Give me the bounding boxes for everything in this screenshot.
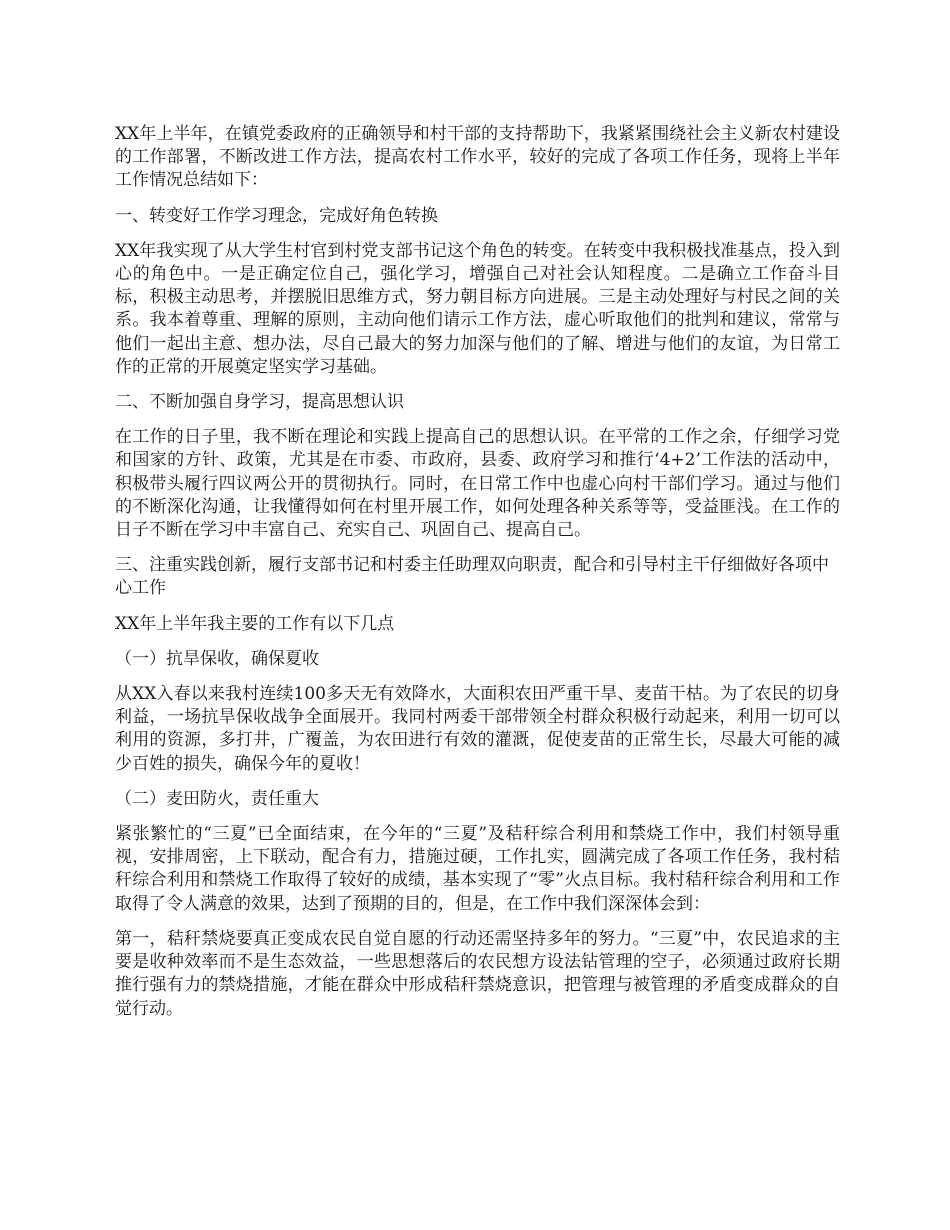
section-2-paragraph: 在工作的日子里，我不断在理论和实践上提高自己的思想认识。在平常的工作之余，仔细学习党和国家的方针、政策，尤其是在市委、市政府，县委、政府学习和推行‘4+2’工作法的活动中，积极带头履行四议两公开的贯彻执行。同时，在日常工作中也虚心向村干部们学习。通过与他们的不断深化沟通，让我懂得如何在村里开展工作，如何处理各种关系等等，受益匪浅。在工作的日子不断在学习中丰富自己、充实自己、巩固自己、提高自己。 xyxy=(115,427,840,541)
document-page xyxy=(115,123,840,1033)
subsection-1-paragraph: 从XX入春以来我村连续100多天无有效降水，大面积农田严重干旱、麦苗干枯。为了农民的切身利益，一场抗旱保收战争全面展开。我同村两委干部带领全村群众积极行动起来，利用一切可以利用的资源，多打井，广覆盖，为农田进行有效的灌溉，促使麦苗的正常生长，尽最大可能的减少百姓的损失，确保今年的夏收！ xyxy=(115,684,840,774)
work-list-intro: XX年上半年我主要的工作有以下几点 xyxy=(115,613,395,634)
section-1-paragraph: XX年我实现了从大学生村官到村党支部书记这个角色的转变。在转变中我积极找准基点，投入到心的角色中。一是正确定位自己，强化学习，增强自己对社会认知程度。二是确立工作奋斗目标，积极主动思考，并摆脱旧思维方式，努力朝目标方向进展。三是主动处理好与村民之间的关系。我本着尊重、理解的原则，主动向他们请示工作方法，虚心听取他们的批判和建议，常常与他们一起出主意、想办法，尽自己最大的努力加深与他们的了解、增进与他们的友谊，为日常工作的正常的开展奠定坚实学习基础。 xyxy=(115,240,840,377)
subsection-heading-1: （一）抗旱保收，确保夏收 xyxy=(115,648,319,669)
subsection-2-paragraph: 紧张繁忙的“三夏”已全面结束，在今年的“三夏”及秸秆综合利用和禁烧工作中，我们村领导重视，安排周密，上下联动，配合有力，措施过硬，工作扎实，圆满完成了各项工作任务，我村秸秆综合利用和禁烧工作取得了较好的成绩，基本实现了“零”火点目标。我村秸秆综合利用和工作取得了令人满意的效果，达到了预期的目的，但是，在工作中我们深深体会到： xyxy=(115,824,840,914)
point-1-paragraph: 第一，秸秆禁烧要真正变成农民自觉自愿的行动还需坚持多年的努力。“三夏”中，农民追求的主要是收种效率而不是生态效益，一些思想落后的农民想方设法钻管理的空子，必须通过政府长期推行强有力的禁烧措施，才能在群众中形成秸秆禁烧意识，把管理与被管理的矛盾变成群众的自觉行动。 xyxy=(115,928,840,1019)
section-heading-3: 三、注重实践创新，履行支部书记和村委主任助理双向职责，配合和引导村主干仔细做好各项中心工作 xyxy=(115,555,829,599)
section-heading-1: 一、转变好工作学习理念，完成好角色转换 xyxy=(115,205,438,226)
subsection-heading-2: （二）麦田防火，责任重大 xyxy=(115,788,319,809)
section-heading-2: 二、不断加强自身学习，提高思想认识 xyxy=(115,392,404,413)
intro-paragraph: XX年上半年，在镇党委政府的正确领导和村干部的支持帮助下，我紧紧围绕社会主义新农村建设的工作部署，不断改进工作方法，提高农村工作水平，较好的完成了各项工作任务，现将上半年工作情况总结如下： xyxy=(115,124,840,191)
